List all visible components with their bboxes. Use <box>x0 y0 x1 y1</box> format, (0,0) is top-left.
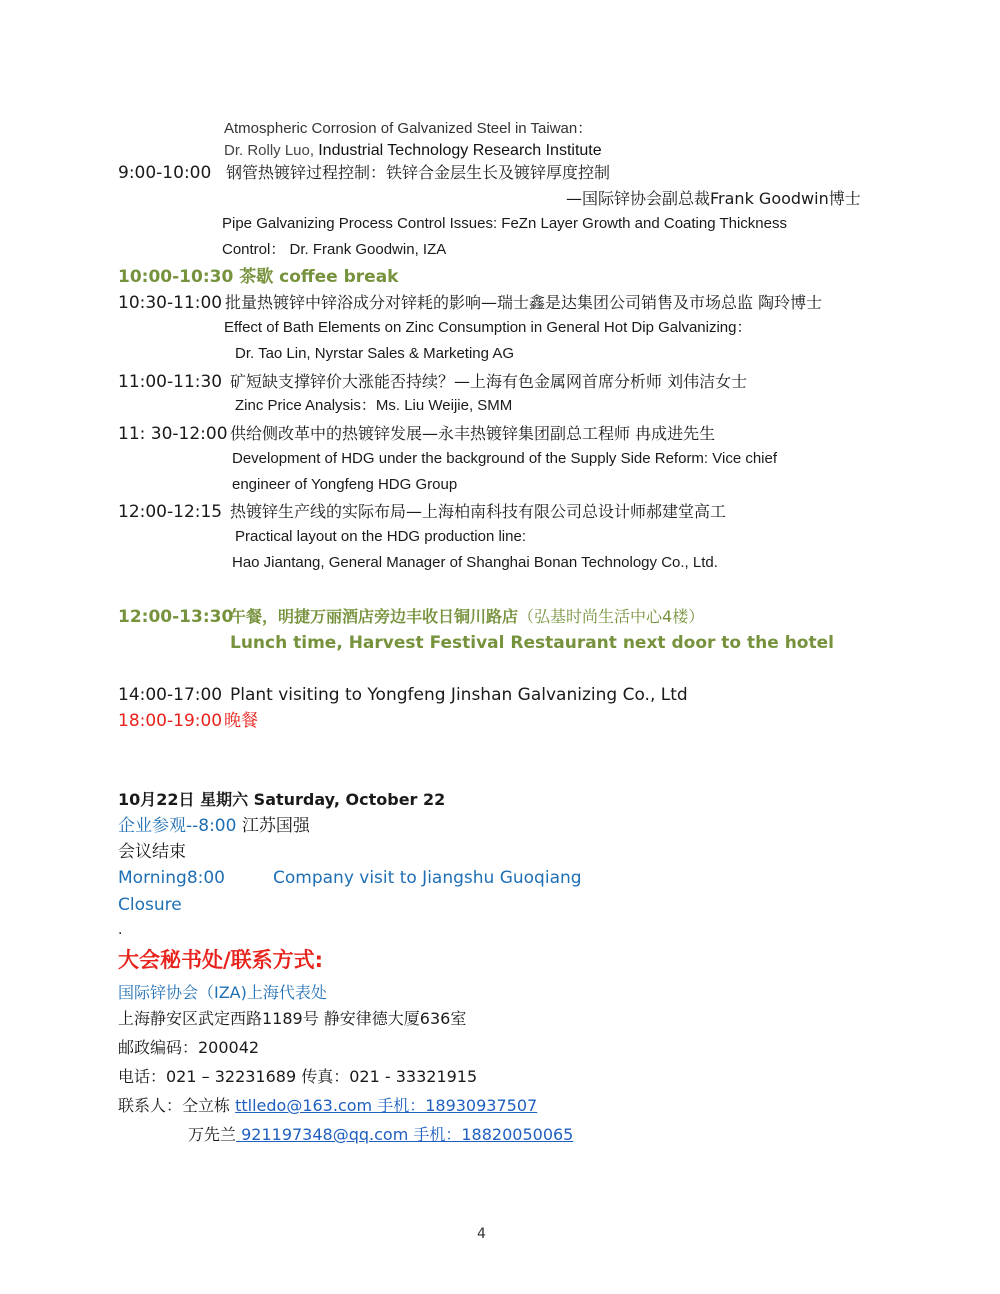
day2-heading: 10月22日 星期六 Saturday, October 22 <box>118 790 446 809</box>
dinner-time: 18:00-19:00 <box>118 711 223 731</box>
session-title-zh: 矿短缺支撑锌价大涨能否持续？—上海有色金属网首席分析师 刘伟洁女士 <box>230 372 748 391</box>
speaker-institute: Industrial Technology Research Institute <box>318 142 602 159</box>
page-number: 4 <box>477 1226 486 1242</box>
session-title-zh: 批量热镀锌中锌浴成分对锌耗的影响—瑞士鑫是达集团公司销售及市场总监 陶玲博士 <box>225 293 823 312</box>
session-title-en-cont: engineer of Yongfeng HDG Group <box>232 476 458 493</box>
lunch-time: 12:00-13:30 <box>118 607 234 627</box>
session-title-en: Pipe Galvanizing Process Control Issues: FeZn Layer Growth and Coating Thickness <box>222 215 787 232</box>
session-title-en-cont: Hao Jiantang, General Manager of Shanghai Bonan Technology Co., Ltd. <box>232 554 718 571</box>
visit-text: Plant visiting to Yongfeng Jinshan Galvanizing Co., Ltd <box>230 685 688 705</box>
session-title-zh: 热镀锌生产线的实际布局—上海柏南科技有限公司总设计师郝建堂高工 <box>230 502 727 521</box>
contact-address: 上海静安区武定西路1189号 静安律德大厦636室 <box>118 1009 467 1028</box>
speaker-name: Dr. Rolly Luo, <box>224 142 319 159</box>
contact-org: 国际锌协会（IZA)上海代表处 <box>118 983 327 1002</box>
contact-label: 联系人：仝立栋 <box>118 1096 236 1115</box>
day2-morning: Morning8:00 <box>118 868 225 888</box>
contact-phone-fax: 电话：021 – 32231689 传真：021 - 33321915 <box>118 1067 478 1086</box>
contact-person-2 <box>188 1125 573 1144</box>
session-time: 10:30-11:00 <box>118 293 223 313</box>
lunch-zh <box>230 607 704 626</box>
session-title-en: Practical layout on the HDG production line: <box>235 528 526 545</box>
contact-person-1 <box>118 1096 537 1115</box>
visit-time: 14:00-17:00 <box>118 685 223 705</box>
session-time: 11: 30-12:00 <box>118 424 228 444</box>
day2-closing-zh: 会议结束 <box>118 842 186 862</box>
session-speaker-zh: —国际锌协会副总裁Frank Goodwin博士 <box>566 189 861 208</box>
session-title-zh: 钢管热镀锌过程控制：铁锌合金层生长及镀锌厚度控制 <box>226 163 611 182</box>
lunch-location: 午餐，明捷万丽酒店旁边丰收日铜川路店 <box>230 607 519 626</box>
break-time: 10:00-10:30 <box>118 267 234 287</box>
session-title-en: Development of HDG under the background of the Supply Side Reform: Vice chief <box>232 450 778 467</box>
day2-visit-place: 江苏国强 <box>236 816 310 836</box>
day2-visit-en: Company visit to Jiangshu Guoqiang <box>273 868 582 888</box>
session-title-en: Effect of Bath Elements on Zinc Consumption in General Hot Dip Galvanizing： <box>224 319 752 336</box>
break-label: 茶歇 coffee break <box>239 267 399 287</box>
talk-title-en: Atmospheric Corrosion of Galvanized Steel in Taiwan： <box>224 120 593 137</box>
session-speaker-en: Dr. Tao Lin, Nyrstar Sales & Marketing AG <box>235 345 515 362</box>
email-link-2[interactable]: 921197348@qq.com 手机：18820050065 <box>236 1125 574 1144</box>
contact-postcode: 邮政编码：200042 <box>118 1038 260 1057</box>
session-time: 11:00-11:30 <box>118 372 223 392</box>
email-link-1[interactable]: ttlledo@163.com 手机：18930937507 <box>235 1096 538 1115</box>
day2-visit-zh <box>118 816 310 836</box>
day2-closure: Closure <box>118 895 182 915</box>
contact-name-2: 万先兰 <box>188 1125 237 1144</box>
talk-speaker-en <box>224 141 602 160</box>
coffee-break <box>118 267 399 287</box>
session-time: 12:00-12:15 <box>118 502 223 522</box>
day2-visit-time: 企业参观--8:00 <box>118 816 237 836</box>
session-time: 9:00-10:00 <box>118 163 212 183</box>
contact-heading: 大会秘书处/联系方式: <box>118 948 324 972</box>
dinner-text: 晚餐 <box>224 711 258 731</box>
lunch-en: Lunch time, Harvest Festival Restaurant next door to the hotel <box>230 633 834 653</box>
lunch-note: （弘基时尚生活中心4楼） <box>518 607 705 626</box>
session-title-en-cont: Control： Dr. Frank Goodwin, IZA <box>222 241 447 258</box>
session-title-en: Zinc Price Analysis：Ms. Liu Weijie, SMM <box>235 397 513 414</box>
session-title-zh: 供给侧改革中的热镀锌发展—永丰热镀锌集团副总工程师 冉成进先生 <box>230 424 716 443</box>
stray-dot: . <box>118 922 123 938</box>
